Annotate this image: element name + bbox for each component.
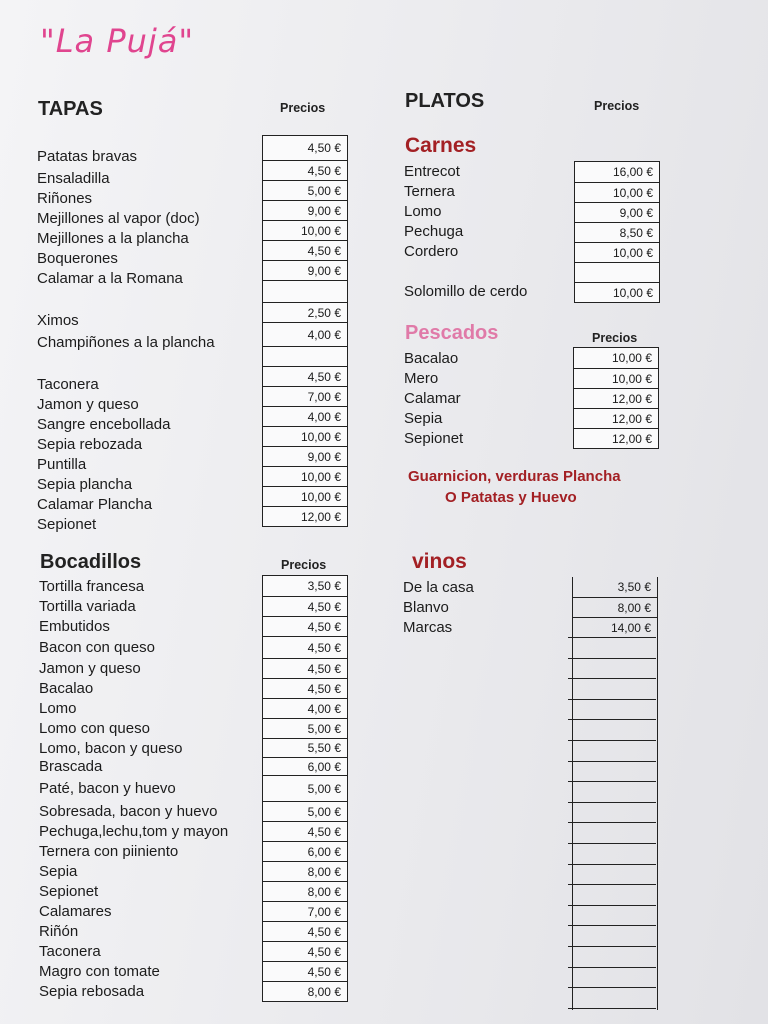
bocadillo-item-price: 5,00 € [263, 775, 347, 801]
pescado-item-price: 12,00 € [574, 428, 658, 448]
bocadillo-item-price: 4,50 € [263, 921, 347, 941]
blank-price-line [568, 925, 656, 926]
tapas-item-price [263, 346, 347, 366]
bocadillo-item-price: 4,50 € [263, 678, 347, 698]
bocadillo-item-name: Lomo con queso [39, 720, 150, 737]
vino-item-price: 14,00 € [573, 617, 657, 637]
bocadillo-item-price: 4,50 € [263, 636, 347, 658]
tapas-item-name: Sepia rebozada [37, 436, 143, 453]
blank-price-line [568, 946, 656, 947]
tapas-item-price: 10,00 € [263, 426, 347, 446]
tapas-item-name: Ximos [37, 312, 79, 329]
carne-item-price: 10,00 € [575, 282, 659, 302]
carne-item-price [575, 262, 659, 282]
bocadillo-item-name: Paté, bacon y huevo [39, 780, 176, 797]
tapas-item-price: 7,00 € [263, 386, 347, 406]
bocadillo-item-name: Bacon con queso [39, 639, 155, 656]
pescados-heading: Pescados [405, 322, 499, 344]
pescado-item-name: Bacalao [404, 350, 459, 367]
bocadillo-item-price: 4,50 € [263, 596, 347, 616]
vino-item-name: Blanvo [403, 599, 449, 616]
vino-item-name: Marcas [403, 619, 453, 636]
tapas-item-price: 4,50 € [307, 141, 341, 155]
carne-item-name: Cordero [404, 243, 459, 260]
bocadillo-item-name: Ternera con piiniento [39, 843, 179, 860]
bocadillo-item-name: Lomo [39, 700, 77, 717]
pescado-item-name: Sepia [404, 410, 443, 427]
tapas-item-name: Riñones [37, 190, 93, 207]
bocadillo-item-price: 8,00 € [263, 881, 347, 901]
carne-item-name: Ternera [404, 183, 455, 200]
blank-price-line [568, 843, 656, 844]
tapas-item-name: Boquerones [37, 250, 118, 267]
tapas-item-name: Puntilla [37, 456, 87, 473]
tapas-item-name: Sepionet [37, 516, 97, 533]
tapas-item-name: Sangre encebollada [37, 416, 171, 433]
bocadillo-item-price: 4,50 € [263, 941, 347, 961]
bocadillo-item-name: Sepionet [39, 883, 99, 900]
carne-item-price: 10,00 € [575, 182, 659, 202]
tapas-item-price: 5,00 € [263, 180, 347, 200]
carne-item-name: Solomillo de cerdo [404, 283, 528, 300]
vinos-heading: vinos [412, 550, 467, 573]
tapas-item-name: Taconera [37, 376, 99, 393]
bocadillo-item-price: 5,00 € [263, 718, 347, 738]
bocadillos-precios-label: Precios [281, 558, 327, 572]
pescado-item-price: 12,00 € [574, 388, 658, 408]
bocadillo-item-name: Pechuga,lechu,tom y mayon [39, 823, 229, 840]
bocadillo-item-name: Sobresada, bacon y huevo [39, 803, 218, 820]
pescado-item-name: Calamar [404, 390, 461, 407]
restaurant-title: "La Pujá" [40, 22, 195, 60]
bocadillo-item-price: 4,00 € [263, 698, 347, 718]
bocadillo-item-price: 6,00 € [263, 757, 347, 775]
bocadillos-price-column [262, 575, 348, 1002]
pescado-item-price: 12,00 € [574, 408, 658, 428]
tapas-item-name: Mejillones a la plancha [37, 230, 189, 247]
tapas-item-price: 9,00 € [263, 200, 347, 220]
blank-price-line [568, 761, 656, 762]
bocadillo-item-price: 4,50 € [263, 658, 347, 678]
pescado-item-name: Mero [404, 370, 439, 387]
tapas-item-name: Jamon y queso [37, 396, 139, 413]
tapas-item-price: 10,00 € [263, 220, 347, 240]
vino-item-price: 8,00 € [573, 597, 657, 617]
pescados-price-column [573, 347, 659, 449]
guarnicion-note-line1: Guarnicion, verduras Plancha [408, 468, 621, 485]
tapas-item-price: 4,50 € [263, 240, 347, 260]
tapas-item-name: Champiñones a la plancha [37, 334, 215, 351]
guarnicion-note-line2: O Patatas y Huevo [445, 489, 577, 506]
tapas-item-price: 2,50 € [263, 302, 347, 322]
tapas-price-column [262, 135, 348, 527]
blank-price-line [568, 884, 656, 885]
blank-price-line [568, 967, 656, 968]
bocadillo-item-name: Embutidos [39, 618, 110, 635]
carne-item-price: 9,00 € [575, 202, 659, 222]
carne-item-name: Lomo [404, 203, 442, 220]
bocadillo-item-price: 8,00 € [263, 981, 347, 1001]
vino-item-name: De la casa [403, 579, 474, 596]
blank-price-line [568, 781, 656, 782]
tapas-item-name: Calamar Plancha [37, 496, 153, 513]
bocadillo-item-name: Jamon y queso [39, 660, 141, 677]
tapas-item-price: 4,50 € [263, 160, 347, 180]
blank-price-line [568, 699, 656, 700]
platos-precios-label: Precios [594, 99, 640, 113]
bocadillo-item-name: Riñón [39, 923, 79, 940]
tapas-item-price: 4,00 € [263, 322, 347, 346]
tapas-item-price: 10,00 € [263, 466, 347, 486]
bocadillo-item-price: 4,50 € [263, 616, 347, 636]
tapas-item-price: 9,00 € [263, 446, 347, 466]
pescado-item-price: 10,00 € [574, 368, 658, 388]
blank-price-line [568, 905, 656, 906]
bocadillo-item-price: 3,50 € [307, 579, 341, 593]
tapas-item-price: 4,00 € [263, 406, 347, 426]
bocadillo-item-price: 5,00 € [263, 801, 347, 821]
carne-item-price: 16,00 € [612, 165, 653, 179]
vinos-price-column [572, 577, 658, 1010]
blank-price-line [568, 987, 656, 988]
bocadillo-item-price: 7,00 € [263, 901, 347, 921]
carne-item-price: 10,00 € [575, 242, 659, 262]
vino-item-price: 3,50 € [617, 580, 651, 594]
pescados-precios-label: Precios [592, 331, 638, 345]
blank-price-line [568, 822, 656, 823]
bocadillo-item-name: Tortilla variada [39, 598, 136, 615]
bocadillo-item-name: Magro con tomate [39, 963, 160, 980]
tapas-item-price: 4,50 € [263, 366, 347, 386]
bocadillo-item-price: 8,00 € [263, 861, 347, 881]
bocadillo-item-price: 4,50 € [263, 961, 347, 981]
tapas-item-price: 9,00 € [263, 260, 347, 280]
blank-price-line [568, 678, 656, 679]
tapas-item-name: Patatas bravas [37, 148, 138, 165]
platos-heading: PLATOS [405, 90, 485, 112]
carnes-heading: Carnes [405, 134, 477, 157]
tapas-item-price [263, 280, 347, 302]
pescado-item-price: 10,00 € [611, 351, 652, 365]
carne-item-name: Entrecot [404, 163, 460, 180]
bocadillo-item-name: Sepia rebosada [39, 983, 145, 1000]
blank-price-line [568, 658, 656, 659]
bocadillo-item-name: Bacalao [39, 680, 94, 697]
tapas-item-name: Mejillones al vapor (doc) [37, 210, 200, 227]
tapas-heading: TAPAS [38, 98, 103, 120]
bocadillo-item-name: Calamares [39, 903, 112, 920]
bocadillo-item-name: Lomo, bacon y queso [39, 740, 183, 757]
tapas-item-name: Ensaladilla [37, 170, 110, 187]
blank-price-line [568, 802, 656, 803]
bocadillo-item-price: 6,00 € [263, 841, 347, 861]
tapas-item-price: 12,00 € [263, 506, 347, 526]
tapas-item-name: Calamar a la Romana [37, 270, 183, 287]
bocadillo-item-name: Tortilla francesa [39, 578, 145, 595]
tapas-item-price: 10,00 € [263, 486, 347, 506]
bocadillos-heading: Bocadillos [40, 551, 142, 573]
blank-price-line [568, 864, 656, 865]
bocadillo-item-name: Sepia [39, 863, 78, 880]
bocadillo-item-price: 4,50 € [263, 821, 347, 841]
blank-price-line [568, 740, 656, 741]
carnes-price-column [574, 161, 660, 303]
pescado-item-name: Sepionet [404, 430, 464, 447]
bocadillo-item-name: Brascada [39, 758, 103, 775]
tapas-precios-label: Precios [280, 101, 326, 115]
tapas-item-name: Sepia plancha [37, 476, 133, 493]
blank-price-line [568, 719, 656, 720]
blank-price-line [568, 637, 656, 638]
bocadillo-item-name: Taconera [39, 943, 101, 960]
bocadillo-item-price: 5,50 € [263, 738, 347, 757]
blank-price-line [568, 1008, 656, 1009]
carne-item-price: 8,50 € [575, 222, 659, 242]
carne-item-name: Pechuga [404, 223, 464, 240]
